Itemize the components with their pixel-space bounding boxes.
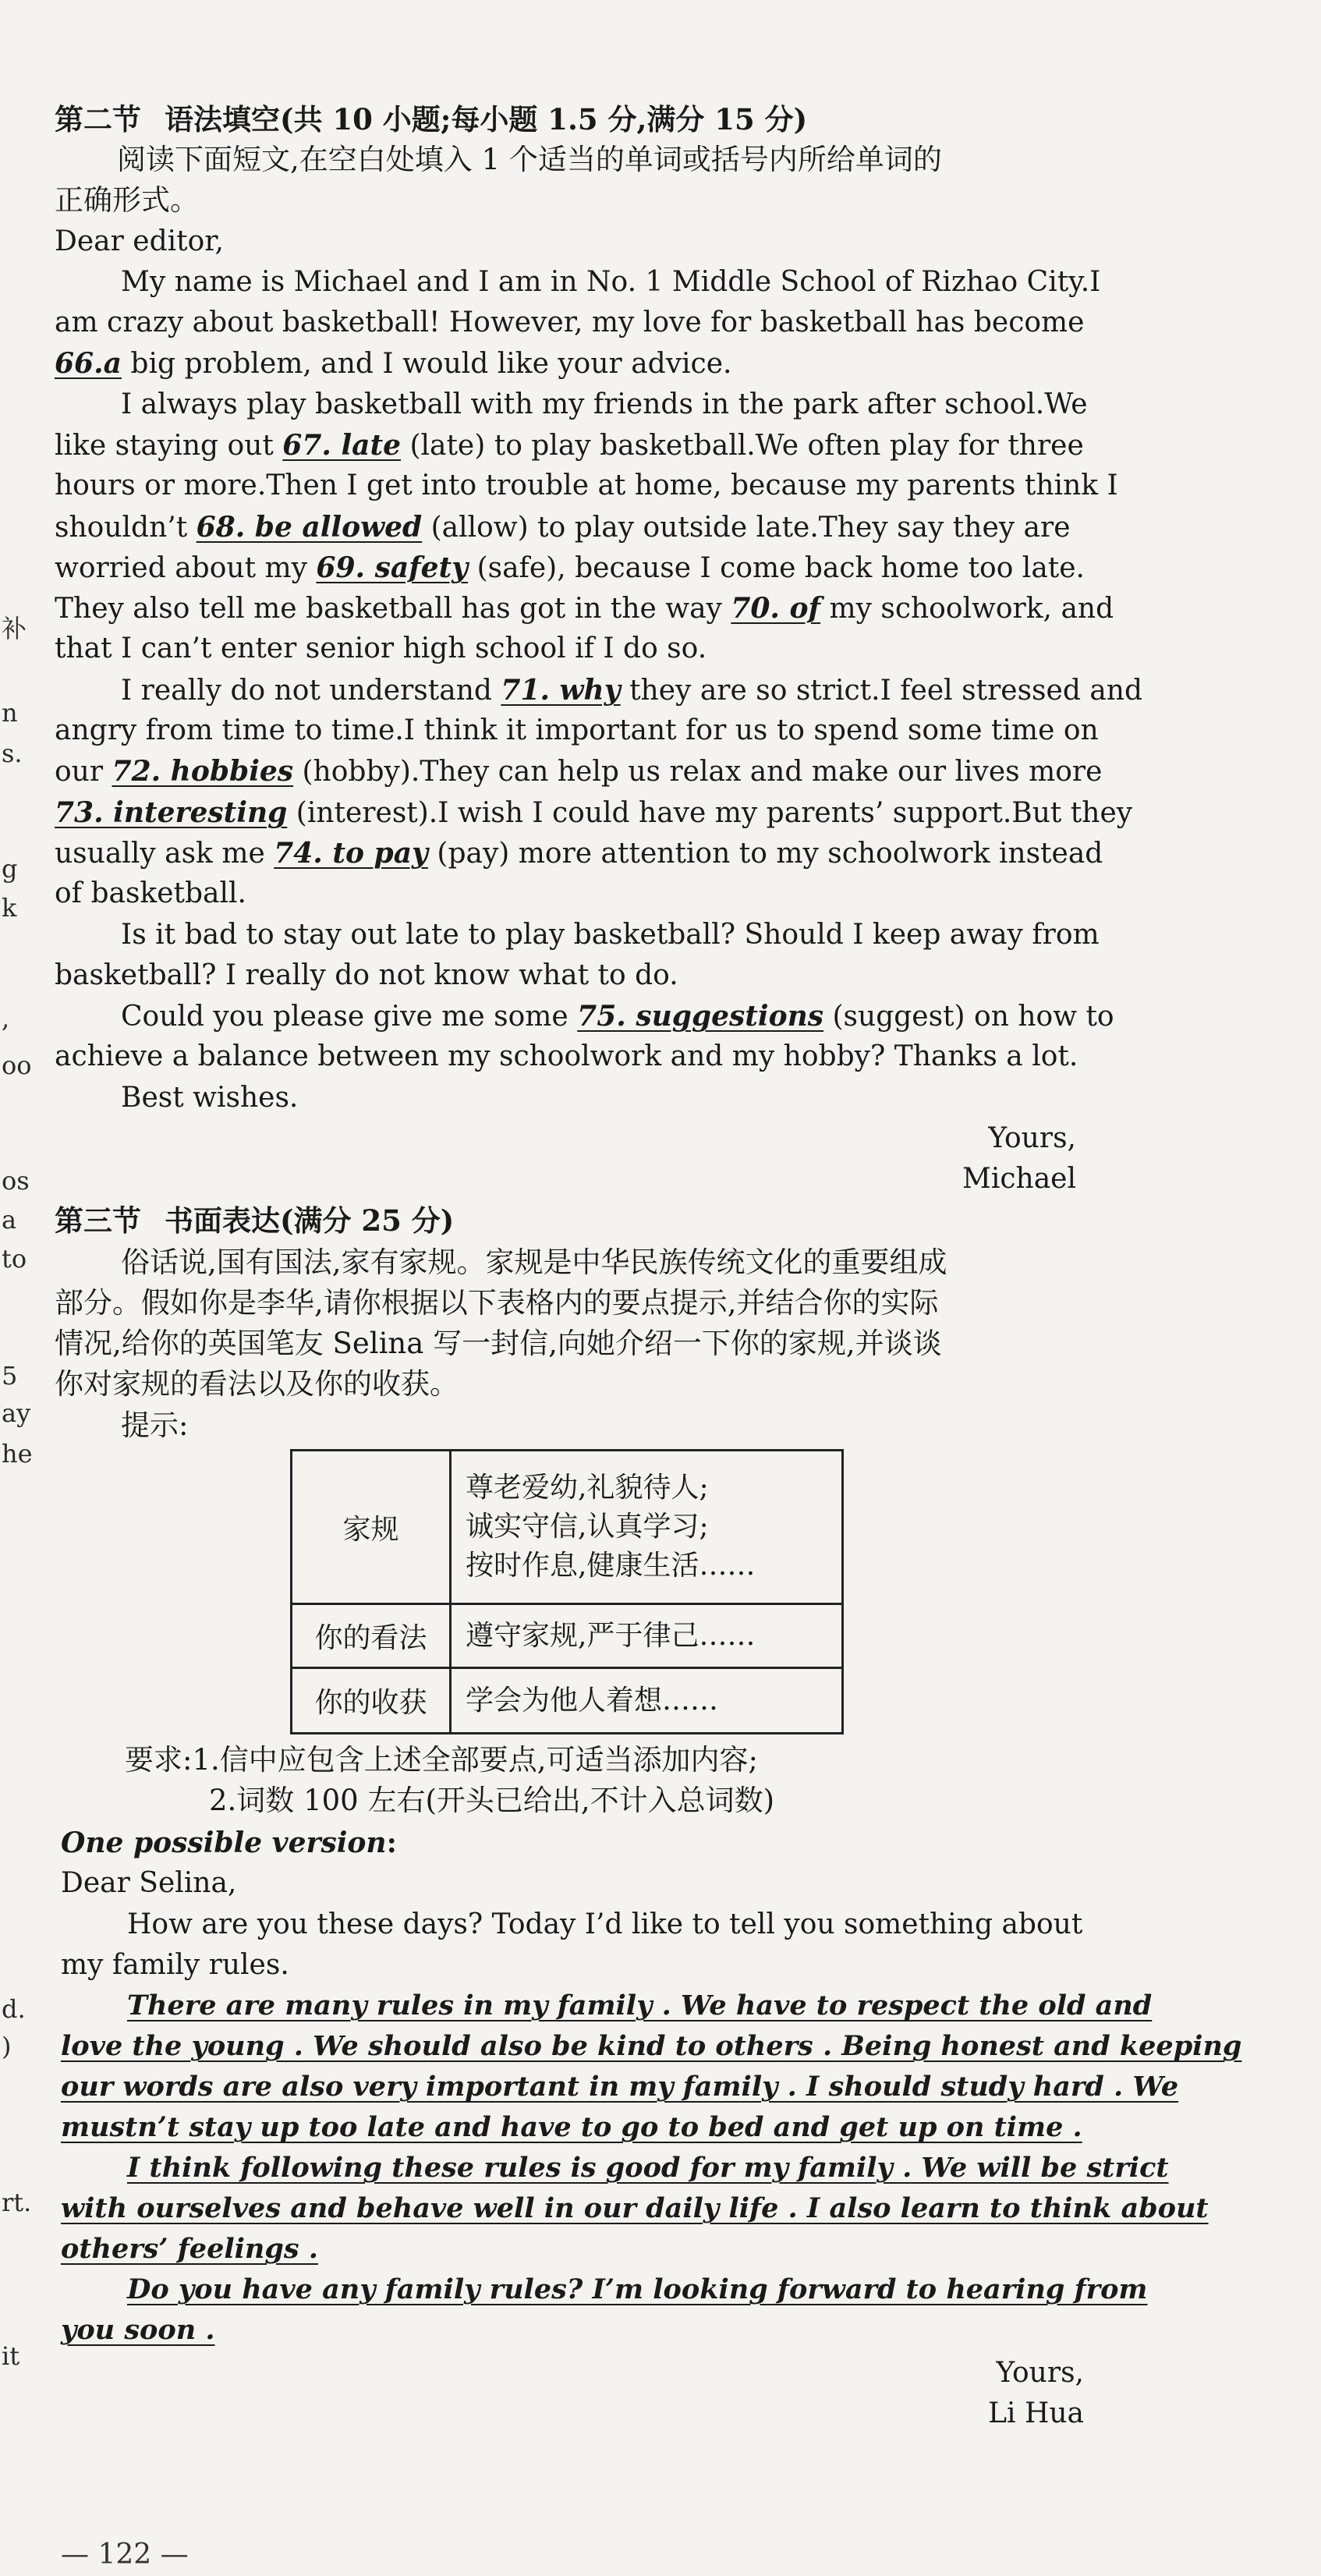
passage-line: Is it bad to stay out late to play basketball? Should I keep away from [121,919,1100,951]
margin-fragment: oo [2,1051,32,1080]
margin-fragment: rt. [2,2188,32,2217]
margin-fragment: he [2,1439,33,1469]
table-key-cell: 你的收获 [292,1668,451,1734]
passage-line: 66.a big problem, and I would like your advice. [55,347,732,380]
margin-fragment: a [2,1205,17,1235]
answer-signature: Li Hua [988,2397,1084,2429]
margin-fragment: k [2,893,17,923]
answer-blank-71: 71. why [501,674,621,707]
passage-line: Could you please give me some 75. suggestions (suggest) on how to [121,1000,1114,1033]
passage-line: basketball? I really do not know what to do. [55,959,678,991]
answer-line: There are many rules in my family . We have to respect the old and [127,1990,1153,2021]
section3-header [55,1201,454,1240]
section2-header [55,100,807,139]
tips-label: 提示: [121,1408,189,1442]
passage-line: They also tell me basketball has got in the way 70. of my schoolwork, and [55,592,1114,625]
answer-line: our words are also very important in my family . I should study hard . We [61,2071,1179,2103]
passage-line: like staying out 67. late (late) to play basketball.We often play for three [55,429,1084,462]
answer-line: others’ feelings . [61,2233,318,2265]
answer-line: you soon . [61,2314,215,2346]
section3-title: 书面表达(满分 25 分) [165,1203,455,1238]
letter-closing: Best wishes. [121,1082,299,1114]
margin-fragment: ay [2,1398,31,1428]
margin-fragment: os [2,1166,30,1196]
passage-line: I always play basketball with my friends in the park after school.We [121,388,1088,420]
passage-line: that I can’t enter senior high school if I do so. [55,632,707,664]
passage-line: shouldn’t 68. be allowed (allow) to play outside late.They say they are [55,511,1071,544]
page-number: — 122 — [61,2539,189,2571]
answer-blank-74: 74. to pay [274,837,428,870]
answer-blank-72: 72. hobbies [112,755,294,788]
answer-blank-70: 70. of [731,592,820,625]
margin-fragment: ) [2,2032,12,2061]
letter-signature: Michael [962,1163,1076,1195]
answer-line: Do you have any family rules? I’m looking forward to hearing from [127,2273,1148,2305]
passage-line: of basketball. [55,877,246,909]
passage-line: angry from time to time.I think it important for us to spend some time on [55,714,1099,746]
margin-fragment: to [2,1244,27,1274]
margin-fragment: n [2,698,18,728]
answer-line: with ourselves and behave well in our daily life . I also learn to think about [61,2192,1209,2224]
passage-line: 73. interesting (interest).I wish I could have my parents’ support.But they [55,796,1133,829]
passage-line: worried about my 69. safety (safe), because I come back home too late. [55,551,1085,584]
margin-fragment: g [2,854,18,884]
margin-fragment: it [2,2341,20,2371]
margin-fragment: d. [2,1994,26,2024]
margin-fragment: 补 [2,614,27,643]
prompt-line: 部分。假如你是李华,请你根据以下表格内的要点提示,并结合你的实际 [55,1286,939,1320]
passage-line: usually ask me 74. to pay (pay) more attention to my schoolwork instead [55,837,1103,870]
table-row [292,1451,843,1604]
margin-fragment: s. [2,739,23,768]
passage-line: am crazy about basketball! However, my love for basketball has become [55,306,1085,338]
table-value-cell: 学会为他人着想…… [451,1668,843,1734]
answer-blank-67: 67. late [282,429,401,462]
prompt-line: 你对家规的看法以及你的收获。 [55,1367,459,1401]
table-key-cell: 你的看法 [292,1604,451,1668]
section2-label: 第二节 [55,102,141,136]
passage-line: My name is Michael and I am in No. 1 Middle School of Rizhao City.I [121,266,1101,298]
table-value-cell: 遵守家规,严于律己…… [451,1604,843,1668]
answer-line: How are you these days? Today I’d like to tell you something about [127,1908,1083,1940]
answer-line: I think following these rules is good for my family . We will be strict [127,2152,1169,2184]
table-key-cell: 家规 [292,1451,451,1604]
prompt-line: 情况,给你的英国笔友 Selina 写一封信,向她介绍一下你的家规,并谈谈 [55,1327,942,1360]
answer-line: mustn’t stay up too late and have to go to bed and get up on time . [61,2111,1082,2143]
prompt-line: 俗话说,国有国法,家有家规。家规是中华民族传统文化的重要组成 [121,1245,947,1279]
margin-fragment: , [2,1004,10,1033]
answer-blank-73: 73. interesting [55,796,288,829]
margin-fragment: 5 [2,1361,18,1391]
letter-signoff: Yours, [988,1122,1076,1154]
passage-line: our 72. hobbies (hobby).They can help us relax and make our lives more [55,755,1103,788]
answer-blank-69: 69. safety [316,551,469,584]
answer-signoff: Yours, [996,2357,1084,2389]
table-value-cell: 尊老爱幼,礼貌待人; 诚实守信,认真学习; 按时作息,健康生活…… [451,1451,843,1604]
section2-title: 语法填空(共 10 小题;每小题 1.5 分,满分 15 分) [165,102,808,136]
family-rules-table [290,1449,844,1734]
section2-instruction: 阅读下面短文,在空白处填入 1 个适当的单词或括号内所给单词的 [117,143,942,176]
answer-line: my family rules. [61,1949,289,1981]
passage-line: hours or more.Then I get into trouble at home, because my parents think I [55,469,1118,501]
answer-blank-68: 68. be allowed [196,511,423,544]
table-row [292,1604,843,1668]
answer-line: love the young . We should also be kind to others . Being honest and keeping [61,2030,1242,2062]
table-row [292,1668,843,1734]
passage-line: achieve a balance between my schoolwork and my hobby? Thanks a lot. [55,1040,1078,1072]
answer-blank-66: 66.a [55,347,122,380]
requirement-line: 要求:1.信中应包含上述全部要点,可适当添加内容; [125,1743,758,1777]
sample-answer-label: One possible version: [61,1827,397,1859]
answer-blank-75: 75. suggestions [577,1000,824,1033]
letter-greeting: Dear editor, [55,225,224,257]
answer-greeting: Dear Selina, [61,1867,237,1899]
requirement-line: 2.词数 100 左右(开头已给出,不计入总词数) [209,1784,775,1817]
passage-line: I really do not understand 71. why they are so strict.I feel stressed and [121,674,1143,707]
section2-instruction: 正确形式。 [55,183,199,217]
section3-label: 第三节 [55,1203,141,1238]
